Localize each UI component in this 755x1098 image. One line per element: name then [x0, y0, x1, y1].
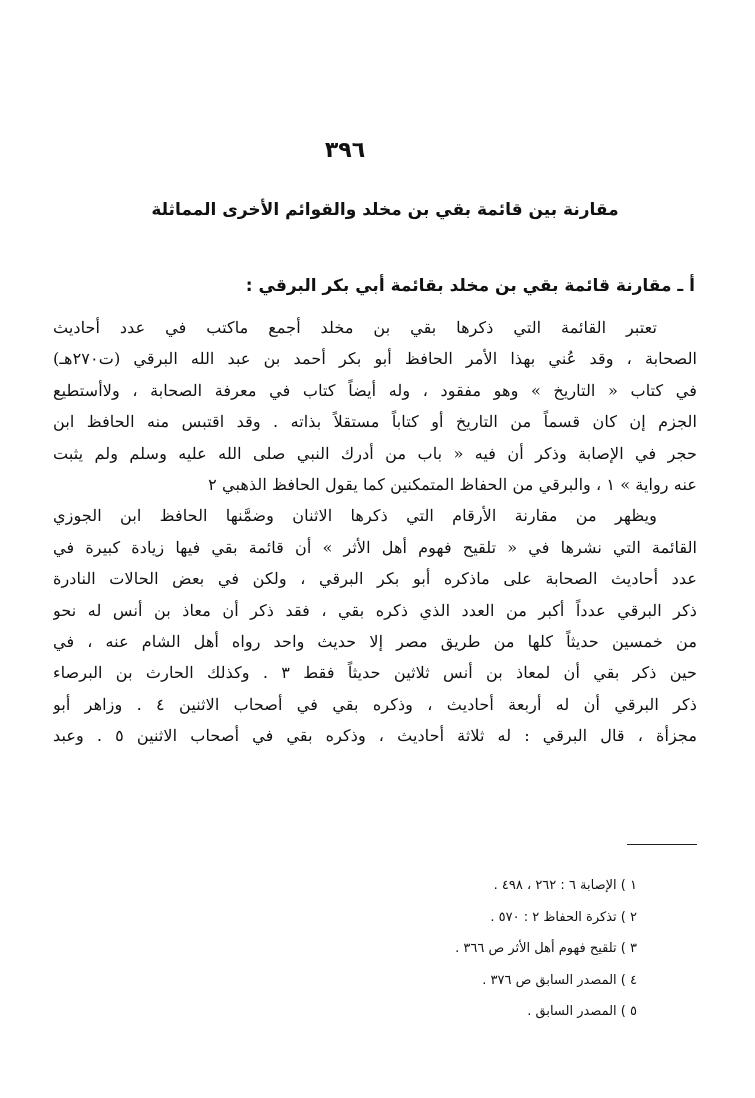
body-text	[53, 312, 697, 751]
footnote-item: ٣ ) تلقيح فهوم أهل الأثر ص ٣٦٦ .	[455, 941, 637, 956]
body-line: ذكر البرقي عدداً أكبر من العدد الذي ذكره بقي ، فقد ذكر أن معاذ بن أنس له نحو	[53, 600, 697, 620]
body-line: القائمة التي نشرها في « تلقيح فهوم أهل الأثر » أن قائمة بقي فيها زيادة كبيرة في	[53, 537, 697, 557]
body-line: من خمسين حديثاً كلها من طريق مصر إلا حديث واحد رواه أهل الشام عنه ، في	[53, 631, 697, 651]
footnote-item: ١ ) الإصابة ٦ : ٢٦٢ ، ٤٩٨ .	[493, 878, 637, 893]
body-line: الصحابة ، وقد عُني بهذا الأمر الحافظ أبو بكر أحمد بن عبد الله البرقي (ت٢٧٠هـ)	[53, 349, 697, 369]
page-title: مقارنة بين قائمة بقي بن مخلد والقوائم الأخرى المماثلة	[151, 200, 619, 220]
footnote-item: ٤ ) المصدر السابق ص ٣٧٦ .	[482, 972, 637, 988]
page-number: ٣٩٦	[324, 138, 366, 163]
body-line: ويظهر من مقارنة الأرقام التي ذكرها الاثنان وضمَّنها الحافظ ابن الجوزي	[53, 506, 657, 526]
body-line: الجزم إن كان قسماً من التاريخ أو كتاباً مستقلاً بذاته . وقد اقتبس منه الحافظ ابن	[53, 412, 697, 432]
body-line: عنه رواية » ١ ، والبرقي من الحفاظ المتمكنين كما يقول الحافظ الذهبي ٢	[208, 474, 697, 494]
body-line: عدد أحاديث الصحابة على ماذكره أبو بكر البرقي ، ولكن في بعض الحالات النادرة	[53, 569, 697, 589]
footnote-item: ٢ ) تذكرة الحفاظ ٢ : ٥٧٠ .	[490, 909, 637, 925]
body-line: حجر في الإصابة وذكر أن فيه « باب من أدرك النبي صلى الله عليه وسلم ولم يثبت	[53, 443, 697, 463]
footnote-divider	[627, 844, 697, 845]
body-line: في كتاب « التاريخ » وهو مفقود ، وله أيضاً كتاب في معرفة الصحابة ، ولاأستطيع	[53, 380, 697, 400]
body-line: مجزأة ، قال البرقي : له ثلاثة أحاديث ، وذكره بقي في أصحاب الاثنين ٥ . وعبد	[53, 726, 697, 746]
section-heading: أ ـ مقارنة قائمة بقي بن مخلد بقائمة أبي بكر البرقي :	[245, 276, 695, 296]
footnote-item: ٥ ) المصدر السابق .	[527, 1004, 637, 1019]
footnotes	[237, 870, 637, 1028]
body-line: تعتبر القائمة التي ذكرها بقي بن مخلد أجمع ماكتب في عدد أحاديث	[53, 318, 657, 337]
body-line: ذكر البرقي أن له أربعة أحاديث ، وذكره بقي في أصحاب الاثنين ٤ . وزاهر أبو	[53, 694, 697, 714]
body-line: حين ذكر بقي أن لمعاذ بن أنس ثلاثين حديثاً فقط ٣ . وكذلك الحارث بن البرصاء	[53, 663, 697, 683]
